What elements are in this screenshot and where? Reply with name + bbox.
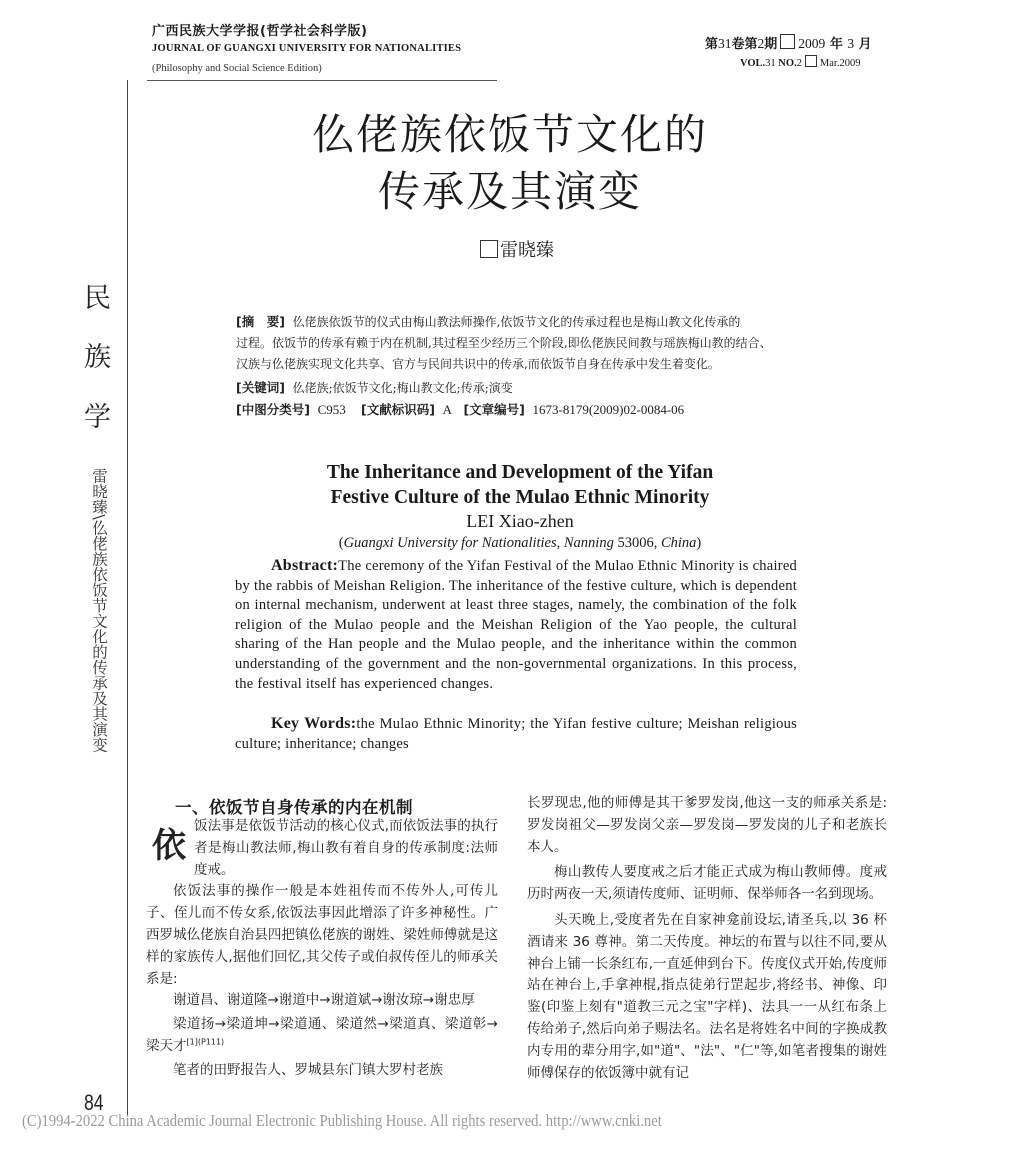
abstract-cn (236, 311, 836, 375)
abstract-label: [摘 要] (236, 314, 285, 329)
no-value: 2 (796, 58, 802, 69)
keywords-cn (236, 377, 836, 399)
author-en: LEI Xiao-zhen (466, 511, 574, 531)
keywords-text: the Mulao Ethnic Minority; the Yifan festive culture; Meishan religious culture; inheritance; changes (235, 716, 798, 752)
body-column-right (527, 793, 887, 1084)
doc-code-value: A (442, 402, 452, 417)
affiliation-en (240, 535, 800, 552)
keywords-value: 仫佬族;依饭节文化;梅山教文化;传承;演变 (292, 381, 513, 395)
journal-name-cn: 广西民族大学学报(哲学社会科学版) (152, 24, 368, 39)
title-line: 传承及其演变 (377, 167, 642, 216)
issue-info-en (740, 55, 860, 69)
article-title (200, 106, 820, 220)
separator-box-icon (805, 55, 817, 67)
affil-text: , (556, 535, 564, 551)
paragraph: 依饭法事的操作一般是本姓祖传而不传外人,可传儿子、侄儿而不传女系,依饭法事因此增添了许多神秘性。广西罗城仫佬族自治县四把镇仫佬族的谢姓、梁姓师傅就是这样的家族传人,据他们回忆,其父传子或伯叔传侄儿的师承关系是: (146, 883, 498, 987)
abstract-line: 汉族与仫佬族实现文化共享、官方与民间共识中的传承,而依饭节自身在传承中发生着变化。 (236, 357, 720, 371)
paragraph: 梅山教传人要度戒之后才能正式成为梅山教师傅。度戒历时两夜一天,须请传度师、证明师、保举师各一名到现场。 (527, 864, 887, 903)
paragraph: 头天晚上,受度者先在自家神龛前设坛,请圣兵,以 36 杯酒请来 36 尊神。第二天传度。神坛的布置与以往不同,要从神台上铺一长条红布,一直延伸到台下。传度仪式开始,传度师站在神台上,手拿神棍,指点徒弟行罡起步,将经书、神像、印鉴(印鉴上刻有"道教三元之宝"字样)、法具一一从红布条上传给弟子,然后向弟子赐法名。法名是将姓名中间的字换成教内专用的辈分用字,如"道"、"法"、"仁"等,如笔者搜集的谢姓师傅保存的依饭簿中就有记 (527, 911, 887, 1081)
author-cn (0, 236, 1024, 262)
paragraph: 长罗现忠,他的师傅是其干爹罗发岗,他这一支的师承关系是:罗发岗祖父—罗发岗父亲—罗发岗—罗发岗的儿子和老族长本人。 (527, 795, 887, 855)
paragraph: 饭法事是依饭节活动的核心仪式,而依饭法事的执行者是梅山教法师,梅山教有着自身的传承制度:法师度戒。 (194, 818, 498, 878)
issue-text: 第 (705, 37, 719, 52)
section-char: 学 (84, 402, 111, 433)
abstract-line: 过程。依饭节的传承有赖于内在机制,其过程至少经历三个阶段,即仫佬族民间教与瑶族梅山教的结合、 (236, 336, 772, 350)
issue-text: 年 (829, 37, 843, 52)
copyright-watermark: (C)1994-2022 China Academic Journal Electronic Publishing House. All rights reserved. http://www.cnki.net (22, 1111, 662, 1130)
affil-country: China (660, 535, 697, 551)
issue-text: 卷第 (731, 37, 758, 52)
separator-box-icon (480, 240, 498, 258)
issue-year: 2009 (798, 36, 826, 51)
class-label: [中图分类号] (236, 402, 310, 417)
classification-info (236, 399, 836, 421)
paragraph: 笔者的田野报告人、罗城县东门镇大罗村老族 (173, 1061, 443, 1078)
vol-label: VOL. (740, 58, 766, 69)
affil-city: Nanning (563, 535, 614, 551)
issue-info-cn (705, 33, 872, 52)
keywords-en (235, 714, 797, 754)
issue-number: 2 (757, 36, 765, 51)
abstract-text: The ceremony of the Yifan Festival of the Mulao Ethnic Minority is chaired by the rabbis of Meishan Religion. The inheritance of the festive culture, which is dependent on internal mechanism, underwent at least three stages, namely, the combination of the folk religion of the Mulao people and the Meishan Religion of the Yao people, the cultural sharing of the Han people and the Mulao people, and the inheritance within the common understanding of the government and the non-governmental organizations. In this process, the festival itself has experienced changes. (235, 558, 797, 692)
section-heading: 一、依饭节自身传承的内在机制 (175, 798, 413, 817)
issue-month: 3 (847, 36, 855, 51)
lineage-chain (146, 1014, 498, 1058)
article-no-label: [文章编号] (463, 402, 525, 417)
affil-text: ( (338, 535, 344, 551)
lineage-text: 梁道扬→梁道坤→梁道通、梁道然→梁道真、梁道彰→梁天才 (146, 1016, 498, 1054)
volume-number: 31 (718, 36, 732, 51)
class-value: C953 (317, 402, 346, 417)
affil-university: Guangxi University for Nationalities (343, 535, 557, 551)
title-line: 仫佬族依饭节文化的 (311, 110, 708, 159)
doc-code-label: [文献标识码] (361, 402, 435, 417)
keywords-label: [关键词] (236, 380, 285, 395)
separator-box-icon (780, 34, 795, 49)
page-number: 84 (84, 1090, 104, 1115)
affil-zip: 53006, (613, 535, 661, 551)
drop-cap: 依 (152, 826, 186, 866)
affil-text: ) (696, 535, 702, 551)
running-title: 雷晓臻\仫佬族依饭节文化的传承及其演变 (90, 468, 108, 753)
issue-text: 月 (858, 37, 872, 52)
author-name: 雷晓臻 (500, 240, 554, 261)
issue-date: Mar.2009 (819, 58, 861, 69)
title-line: Festive Culture of the Mulao Ethnic Minority (330, 487, 710, 508)
article-title-en (240, 460, 800, 510)
abstract-line: 仫佬族依饭节的仪式由梅山教法师操作,依饭节文化的传承过程也是梅山教文化传承的 (292, 315, 741, 329)
no-label: NO. (778, 58, 797, 69)
section-char: 族 (84, 342, 111, 373)
journal-name-en: JOURNAL OF GUANGXI UNIVERSITY FOR NATIONALITIES (152, 43, 462, 54)
title-line: The Inheritance and Development of the Yifan (326, 462, 714, 483)
article-no-value: 1673-8179(2009)02-0084-06 (532, 402, 685, 417)
issue-text: 期 (764, 37, 778, 52)
section-char: 民 (84, 283, 111, 314)
body-column-left (146, 816, 498, 1082)
abstract-en (235, 556, 797, 694)
vol-value: 31 (765, 58, 776, 69)
keywords-label: Key Words: (271, 715, 357, 732)
header-rule (147, 80, 497, 81)
journal-edition: (Philosophy and Social Science Edition) (152, 63, 322, 74)
lineage-chain: 谢道昌、谢道隆→谢道中→谢道斌→谢汝琼→谢忠厚 (173, 992, 475, 1009)
abstract-label: Abstract: (271, 557, 339, 574)
citation: [1](P111) (186, 1037, 225, 1047)
